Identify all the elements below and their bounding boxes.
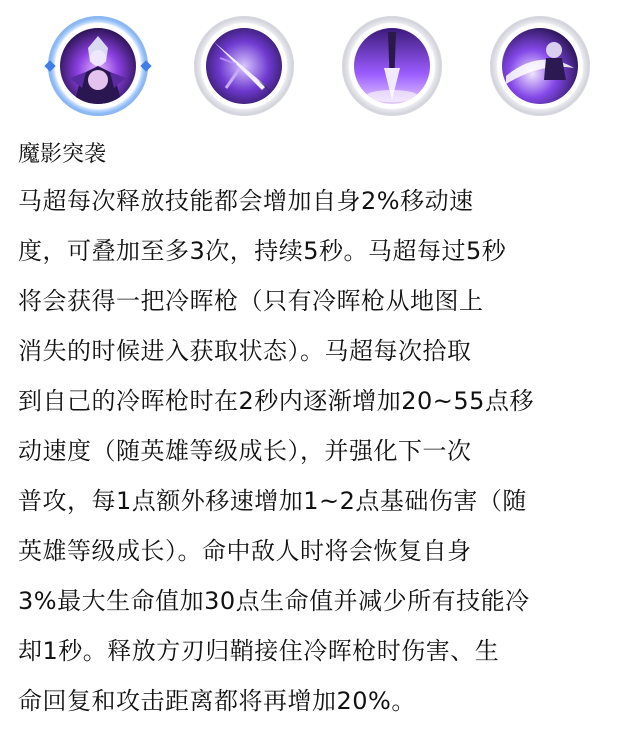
description-line: 动速度（随英雄等级成长），并强化下一次 <box>18 437 472 465</box>
description-line: 将会获得一把冷晖枪（只有冷晖枪从地图上 <box>18 287 484 315</box>
description-line: 马超每次释放技能都会增加自身2%移动速 <box>18 187 474 215</box>
hero-portrait-icon <box>60 28 136 104</box>
description-line: 命回复和攻击距离都将再增加20%。 <box>18 687 416 715</box>
description-line: 却1秒。释放方刃归鞘接住冷晖枪时伤害、生 <box>18 637 500 665</box>
description-line: 度，可叠加至多3次，持续5秒。马超每过5秒 <box>18 237 507 265</box>
skill-description-panel <box>18 138 628 726</box>
description-line: 到自己的冷晖枪时在2秒内逐渐增加20~55点移 <box>18 387 534 415</box>
description-line: 英雄等级成长）。命中敌人时将会恢复自身 <box>18 537 472 565</box>
hero-slash-icon <box>502 28 578 104</box>
description-line: 3%最大生命值加30点生命值并减少所有技能冷 <box>18 587 530 615</box>
skill-2-button[interactable] <box>342 16 442 116</box>
skill-passive-button[interactable] <box>48 16 148 116</box>
spear-throw-icon <box>206 28 282 104</box>
description-line: 消失的时候进入获取状态）。马超每次拾取 <box>18 337 472 365</box>
skill-title: 魔影突袭 <box>18 142 107 167</box>
skill-description <box>18 176 628 726</box>
skill-3-button[interactable] <box>490 16 590 116</box>
skill-icon-row <box>0 0 640 140</box>
spear-strike-icon <box>354 28 430 104</box>
description-line: 普攻，每1点额外移速增加1~2点基础伤害（随 <box>18 487 527 515</box>
skill-1-button[interactable] <box>194 16 294 116</box>
